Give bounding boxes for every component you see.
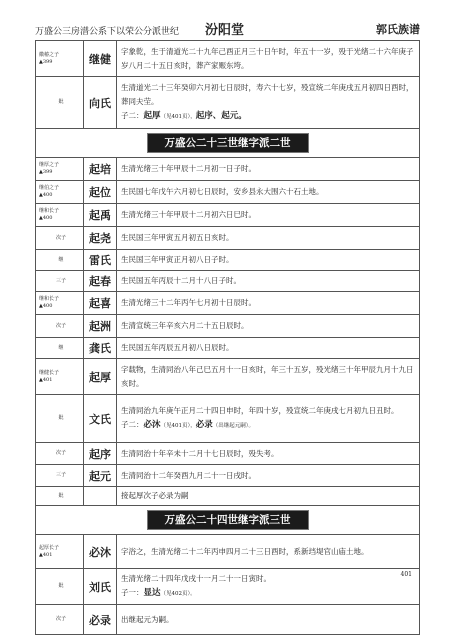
table-row: 妣 接起厚次子必录为嗣 — [36, 487, 420, 506]
biography: 生民国五年丙辰十二月十八日子时。 — [117, 271, 420, 292]
biography: 生清道光二十三年癸卯六月初七日辰时，寿六十七岁，殁宣统二年庚戌五月初四日酉时，葬同夫茔。 子二：起厚（见401页），起序、起元。 — [117, 77, 420, 129]
person-name: 起喜 — [84, 292, 117, 315]
person-name — [84, 487, 117, 506]
table-row: 三子 起元 生清同治十二年癸酉九月二十一日戌时。 — [36, 465, 420, 487]
person-name: 雷氏 — [84, 250, 117, 271]
person-name: 向氏 — [84, 77, 117, 129]
person-name: 刘氏 — [84, 569, 117, 605]
person-name: 起培 — [84, 158, 117, 181]
table-row: 继健长子 ▲401 起厚 字载物，生清同治八年己巳五月十一日亥时，年三十五岁，殁光绪三十年甲辰九月十九日亥时。 — [36, 359, 420, 395]
table-row: 次子 必录 出继起元为嗣。 — [36, 605, 420, 635]
biography: 字载物，生清同治八年己巳五月十一日亥时，年三十五岁，殁光绪三十年甲辰九月十九日亥时。 — [117, 359, 420, 395]
table-row: 继和长子 ▲400 起喜 生清光绪三十二年丙午七月初十日辰时。 — [36, 292, 420, 315]
biography: 字浴之，生清光绪二十二年丙申四月二十三日酉时，系新垱堤官山庙土地。 — [117, 535, 420, 569]
table-row — [36, 77, 420, 129]
generation-banner: 万盛公二十三世继字派二世 — [147, 133, 309, 153]
person-name: 必录 — [84, 605, 117, 635]
page-header — [35, 18, 420, 38]
header-hall-name: 汾阳堂 — [205, 23, 245, 38]
table-row: 妣 文氏 生清同治九年庚午正月二十四日申时，年四十岁，殁宣统二年庚戌七月初九日丑时。 子二：必沐（见401页），必录（出继起元嗣）。 — [36, 395, 420, 443]
person-name: 起序 — [84, 443, 117, 465]
table-row: 三子 起春 生民国五年丙辰十二月十八日子时。 — [36, 271, 420, 292]
person-name: 起厚 — [84, 359, 117, 395]
table-row: 次子 起洲 生清宣统三年辛亥六月二十五日辰时。 — [36, 315, 420, 338]
person-name: 必沐 — [84, 535, 117, 569]
biography: 生清同治九年庚午正月二十四日申时，年四十岁，殁宣统二年庚戌七月初九日丑时。 子二：必沐（见401页），必录（出继起元嗣）。 — [117, 395, 420, 443]
biography: 生民国三年甲寅正月初八日子时。 — [117, 250, 420, 271]
table-row: 继伯之子 ▲400 起位 生民国七年戊午六月初七日辰时，安乡县永大围六十石土地。 — [36, 181, 420, 204]
biography: 生民国五年丙辰五月初八日辰时。 — [117, 338, 420, 359]
header-book-title: 郭氏族谱 — [376, 23, 420, 36]
biography: 生清光绪三十年甲辰十二月初一日子时。 — [117, 158, 420, 181]
table-row: 继 雷氏 生民国三年甲寅正月初八日子时。 — [36, 250, 420, 271]
biography: 生清同治十年辛未十二月十七日辰时，殁失考。 — [117, 443, 420, 465]
table-row: 继厚之子 ▲399 起培 生清光绪三十年甲辰十二月初一日子时。 — [36, 158, 420, 181]
person-name: 文氏 — [84, 395, 117, 443]
biography: 生清光绪三十二年丙午七月初十日辰时。 — [117, 292, 420, 315]
relation-cell: 妣 — [36, 77, 84, 129]
table-row: 继和长子 ▲400 起禹 生清光绪三十年甲辰十二月初六日巳时。 — [36, 204, 420, 227]
person-name: 起尧 — [84, 227, 117, 250]
table-row: 次子 起尧 生民国三年甲寅五月初五日亥时。 — [36, 227, 420, 250]
person-name: 起位 — [84, 181, 117, 204]
table-row: 妣 刘氏 生清光绪二十四年戊戌十一月二十一日寅时。 子一：显达（见402页）。 — [36, 569, 420, 605]
person-name: 龚氏 — [84, 338, 117, 359]
biography: 字象乾，生于清道光二十九年己酉正月三十日午时，年五十一岁，殁于光绪二十六年庚子岁八月二十五日亥时，葬产家赈东垮。 — [117, 41, 420, 77]
biography: 生清光绪二十四年戊戌十一月二十一日寅时。 子一：显达（见402页）。 — [117, 569, 420, 605]
genealogy-table — [35, 40, 420, 635]
biography: 出继起元为嗣。 — [117, 605, 420, 635]
table-row: 继 龚氏 生民国五年丙辰五月初八日辰时。 — [36, 338, 420, 359]
biography: 生民国七年戊午六月初七日辰时，安乡县永大围六十石土地。 — [117, 181, 420, 204]
biography: 生清光绪三十年甲辰十二月初六日巳时。 — [117, 204, 420, 227]
header-lineage: 万盛公三房潽公系下以荣公分派世纪 — [35, 27, 180, 37]
person-name: 起春 — [84, 271, 117, 292]
biography: 接起厚次子必录为嗣 — [117, 487, 420, 506]
biography: 生清宣统三年辛亥六月二十五日辰时。 — [117, 315, 420, 338]
person-name: 起禹 — [84, 204, 117, 227]
generation-banner-row — [36, 129, 420, 158]
biography: 生清同治十二年癸酉九月二十一日戌时。 — [117, 465, 420, 487]
person-name: 起元 — [84, 465, 117, 487]
generation-banner-row — [36, 506, 420, 535]
table-row: 起厚长子 ▲401 必沐 字浴之，生清光绪二十二年丙申四月二十三日酉时，系新垱堤官山庙土地。 — [36, 535, 420, 569]
page-number: 401 — [400, 571, 412, 578]
genealogy-page — [35, 18, 420, 627]
table-row — [36, 41, 420, 77]
person-name: 起洲 — [84, 315, 117, 338]
generation-banner: 万盛公二十四世继字派三世 — [147, 510, 309, 530]
biography: 生民国三年甲寅五月初五日亥时。 — [117, 227, 420, 250]
relation-cell: 徽椿之子 ▲399 — [36, 41, 84, 77]
table-row: 次子 起序 生清同治十年辛未十二月十七日辰时，殁失考。 — [36, 443, 420, 465]
person-name: 继健 — [84, 41, 117, 77]
